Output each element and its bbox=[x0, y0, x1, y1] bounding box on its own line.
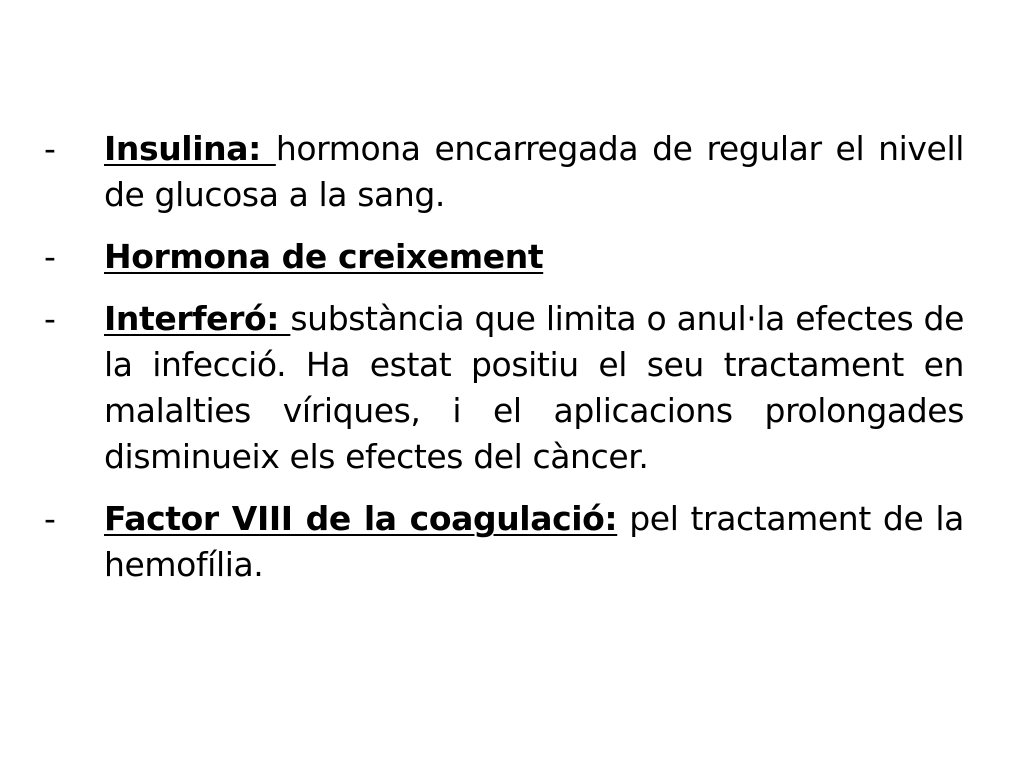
bullet-dash: - bbox=[44, 129, 56, 168]
bullet-dash: - bbox=[44, 237, 56, 276]
description-insulina: hormona encarregada de regular el nivell de glucosa a la sang. bbox=[104, 129, 964, 214]
list-item-factor-viii bbox=[44, 496, 964, 588]
term-insulina: Insulina: bbox=[104, 129, 276, 168]
bullet-dash: - bbox=[44, 499, 56, 538]
list-item-interfero bbox=[44, 296, 964, 480]
term-hormona-creixement: Hormona de creixement bbox=[104, 237, 544, 276]
description-factor-viii: pel tractament de la hemofília. bbox=[104, 499, 964, 584]
list-item-hormona-creixement bbox=[44, 234, 964, 280]
term-interfero: Interferó: bbox=[104, 299, 291, 338]
bullet-dash: - bbox=[44, 299, 56, 338]
list-item-insulina bbox=[44, 126, 964, 218]
bullet-list bbox=[44, 126, 964, 604]
description-interfero: substància que limita o anul·la efectes de la infecció. Ha estat positiu el seu tractament en malalties víriques, i el aplicacions prolongades disminueix els efectes del càncer. bbox=[104, 299, 964, 476]
term-factor-viii: Factor VIII de la coagulació: bbox=[104, 499, 618, 538]
